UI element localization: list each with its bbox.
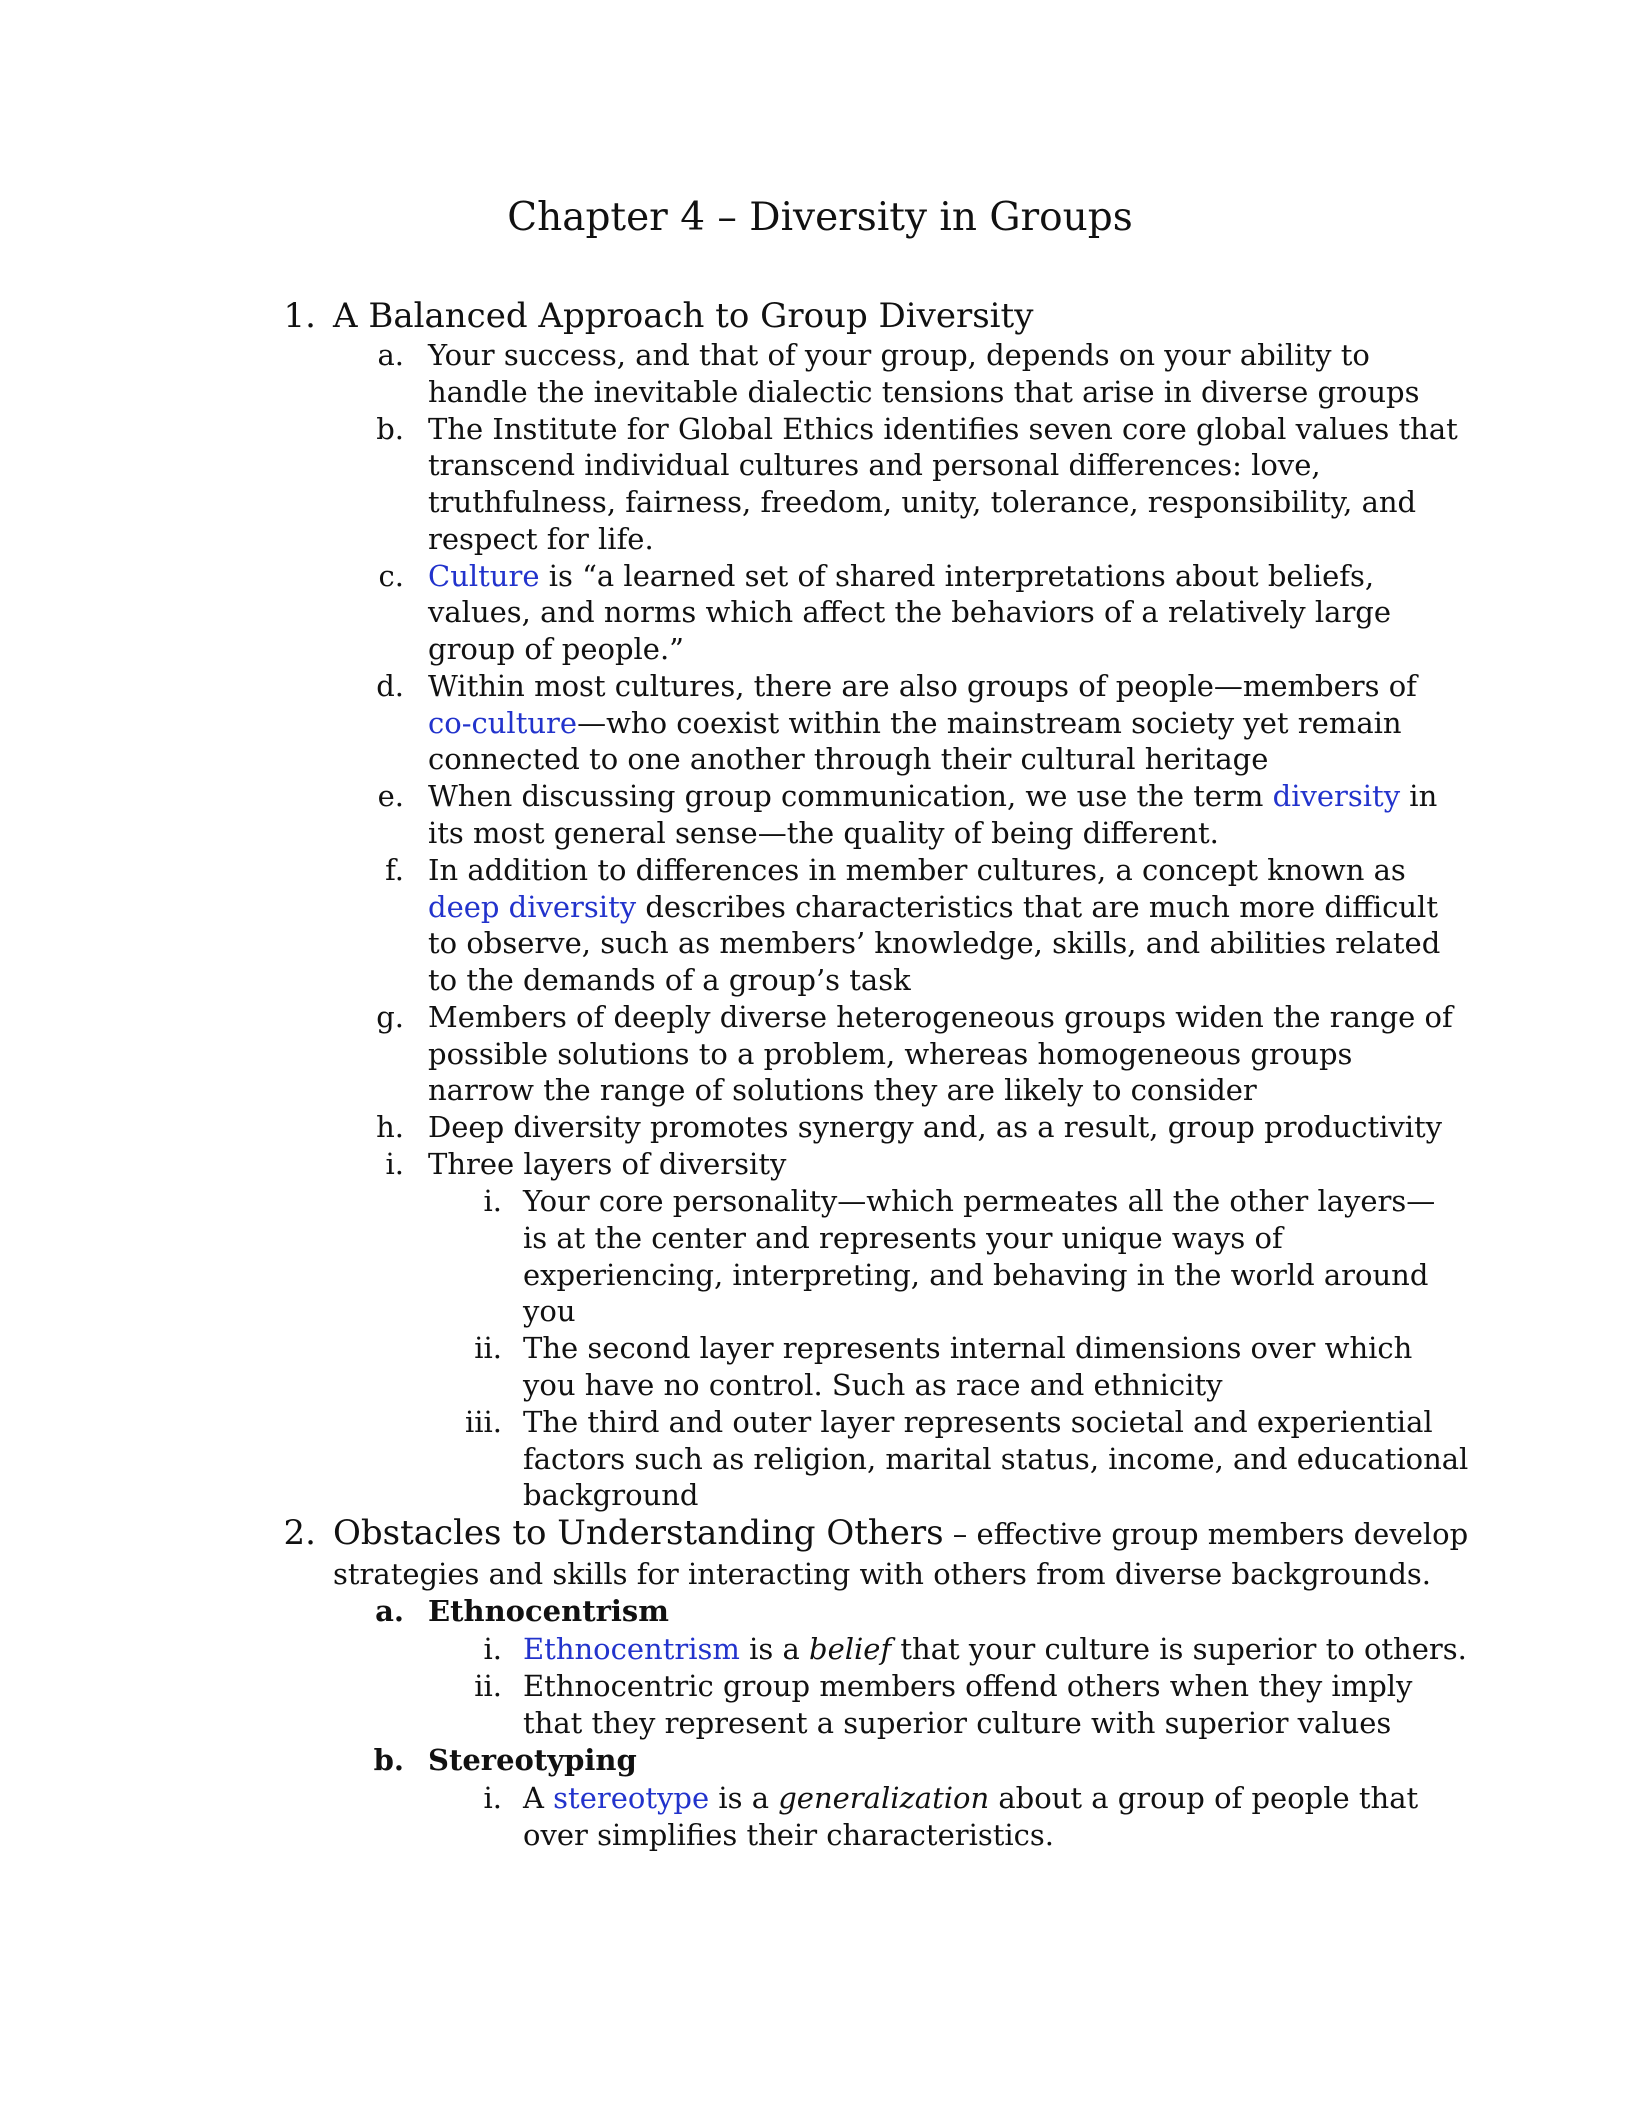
item-1i-line-1: Three layers of diversity xyxy=(428,1147,787,1181)
section-2-heading: Obstacles to Understanding Others xyxy=(333,1513,944,1553)
subitem-2b-i-pre: A xyxy=(523,1781,554,1815)
subitem-1i-ii-line-1: The second layer represents internal dimensions over which xyxy=(523,1331,1413,1365)
item-1a-line-1: Your success, and that of your group, depends on your ability to xyxy=(428,338,1370,372)
item-1e-line-1-pre: When discussing group communication, we use the term xyxy=(428,779,1273,813)
item-1d-line-2 xyxy=(428,704,1402,742)
item-1g-marker: g. xyxy=(376,1000,404,1034)
item-1b-line-3: truthfulness, fairness, freedom, unity, tolerance, responsibility, and xyxy=(428,485,1417,519)
subitem-2a-i-emphasis: belief xyxy=(809,1632,892,1666)
item-2a-marker: a. xyxy=(375,1594,404,1628)
subitem-2a-i-post: that your culture is superior to others. xyxy=(891,1632,1467,1666)
item-1c-line-1-text: is “a learned set of shared interpretations about beliefs, xyxy=(539,559,1375,593)
item-1c-line-3: group of people.” xyxy=(428,632,684,666)
item-1c-marker: c. xyxy=(378,559,404,593)
item-1b-line-4: respect for life. xyxy=(428,522,654,556)
item-1f-marker: f. xyxy=(385,853,404,887)
term-culture: Culture xyxy=(428,559,540,593)
item-1g-line-1: Members of deeply diverse heterogeneous groups widen the range of xyxy=(428,1000,1453,1034)
item-1a-line-2: handle the inevitable dialectic tensions that arise in diverse groups xyxy=(428,375,1420,409)
subitem-2b-i-line-1 xyxy=(523,1779,1418,1817)
subitem-2a-ii-line-2: that they represent a superior culture with superior values xyxy=(523,1706,1392,1740)
item-1c-line-2: values, and norms which affect the behaviors of a relatively large xyxy=(428,595,1392,629)
item-1e-line-1 xyxy=(428,777,1437,815)
item-1f-line-3: to observe, such as members’ knowledge, skills, and abilities related xyxy=(428,926,1441,960)
item-1d-line-1: Within most cultures, there are also groups of people—members of xyxy=(428,669,1417,703)
subitem-1i-i-marker: i. xyxy=(483,1184,502,1218)
item-1d-line-3: connected to one another through their cultural heritage xyxy=(428,742,1269,776)
subitem-2b-i-marker: i. xyxy=(483,1781,502,1815)
subitem-1i-i-line-3: experiencing, interpreting, and behaving in the world around xyxy=(523,1258,1429,1292)
item-1d-line-2-text: —who coexist within the mainstream society yet remain xyxy=(577,706,1402,740)
term-deep-diversity: deep diversity xyxy=(428,890,637,924)
item-1e-marker: e. xyxy=(377,779,404,813)
item-2a-label: Ethnocentrism xyxy=(428,1594,669,1628)
subitem-2b-i-line-2: over simplifies their characteristics. xyxy=(523,1818,1055,1852)
item-1i-marker: i. xyxy=(385,1147,404,1181)
subitem-1i-i-line-2: is at the center and represents your unique ways of xyxy=(523,1221,1283,1255)
section-2-line-1 xyxy=(333,1511,1468,1556)
subitem-1i-ii-line-2: you have no control. Such as race and ethnicity xyxy=(523,1368,1223,1402)
page-title: Chapter 4 – Diversity in Groups xyxy=(507,195,1133,240)
subitem-2a-ii-line-1: Ethnocentric group members offend others when they imply xyxy=(523,1669,1413,1703)
item-2b-label: Stereotyping xyxy=(428,1743,637,1777)
item-1b-line-2: transcend individual cultures and personal differences: love, xyxy=(428,448,1321,482)
item-1f-line-2-text: describes characteristics that are much more difficult xyxy=(636,890,1438,924)
item-1c-line-1 xyxy=(428,557,1374,595)
item-1d-marker: d. xyxy=(376,669,404,703)
subitem-2a-i-marker: i. xyxy=(483,1632,502,1666)
item-1e-line-1-post: in xyxy=(1400,779,1438,813)
subitem-2a-ii-marker: ii. xyxy=(474,1669,502,1703)
term-co-culture: co-culture xyxy=(428,706,578,740)
subitem-2a-i-mid: is a xyxy=(739,1632,810,1666)
item-1g-line-2: possible solutions to a problem, whereas homogeneous groups xyxy=(428,1037,1353,1071)
subitem-2b-i-emphasis: generalization xyxy=(778,1781,990,1815)
item-1h-marker: h. xyxy=(376,1110,404,1144)
term-stereotype: stereotype xyxy=(553,1781,710,1815)
item-1f-line-2 xyxy=(428,888,1438,926)
section-1-number: 1. xyxy=(283,296,316,336)
subitem-1i-ii-marker: ii. xyxy=(474,1331,502,1365)
subitem-2b-i-post: about a group of people that xyxy=(989,1781,1419,1815)
term-ethnocentrism: Ethnocentrism xyxy=(523,1632,740,1666)
item-1g-line-3: narrow the range of solutions they are likely to consider xyxy=(428,1073,1257,1107)
section-2-line-2: strategies and skills for interacting with others from diverse backgrounds. xyxy=(333,1557,1431,1591)
subitem-1i-i-line-1: Your core personality—which permeates all the other layers— xyxy=(523,1184,1436,1218)
subitem-2a-i-line-1 xyxy=(523,1630,1467,1668)
subitem-2b-i-mid: is a xyxy=(709,1781,779,1815)
item-1f-line-4: to the demands of a group’s task xyxy=(428,963,911,997)
item-1h-line-1: Deep diversity promotes synergy and, as a result, group productivity xyxy=(428,1110,1443,1144)
section-2-heading-rest: – effective group members develop xyxy=(943,1517,1469,1551)
section-2-number: 2. xyxy=(283,1513,316,1553)
item-2b-marker: b. xyxy=(373,1743,404,1777)
subitem-1i-i-line-4: you xyxy=(523,1294,576,1328)
item-1a-marker: a. xyxy=(377,338,404,372)
item-1b-marker: b. xyxy=(376,412,404,446)
item-1e-line-2: its most general sense—the quality of being different. xyxy=(428,816,1219,850)
subitem-1i-iii-line-1: The third and outer layer represents societal and experiential xyxy=(523,1405,1433,1439)
item-1f-line-1: In addition to differences in member cultures, a concept known as xyxy=(428,853,1406,887)
subitem-1i-iii-marker: iii. xyxy=(464,1405,502,1439)
subitem-1i-iii-line-2: factors such as religion, marital status, income, and educational xyxy=(523,1442,1469,1476)
subitem-1i-iii-line-3: background xyxy=(523,1478,699,1512)
item-1b-line-1: The Institute for Global Ethics identifies seven core global values that xyxy=(428,412,1458,446)
term-diversity: diversity xyxy=(1272,779,1401,813)
section-1-heading: A Balanced Approach to Group Diversity xyxy=(333,296,1034,336)
